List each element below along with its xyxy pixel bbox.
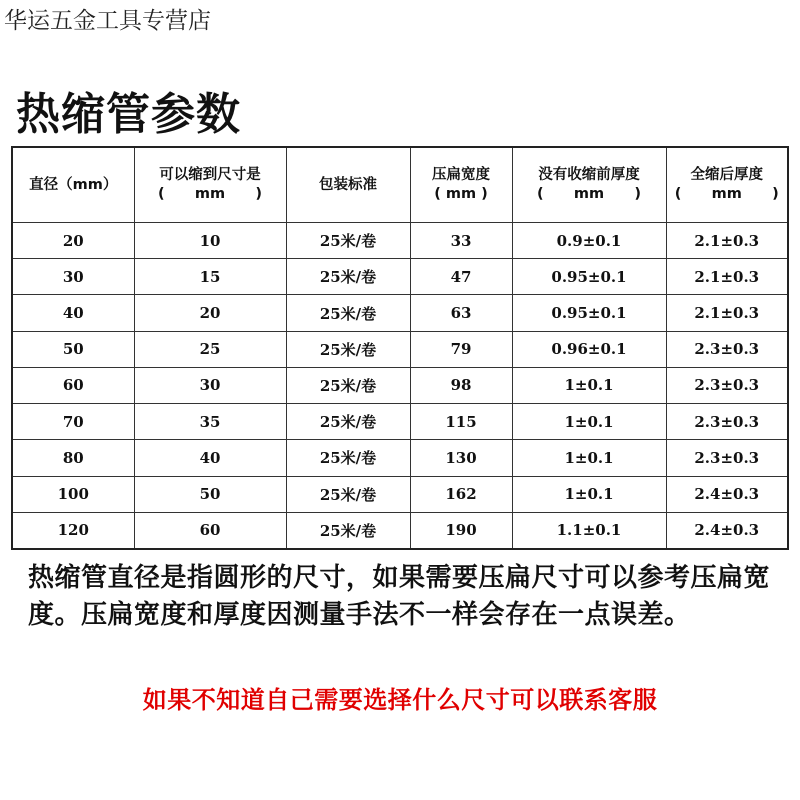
cell-packaging: 25米/卷 [286,331,410,367]
header-packaging [286,147,410,223]
header-thickness-before-unit: ( mm ) [536,186,642,202]
header-flat-width-label: 压扁宽度 [432,167,490,183]
table-row [12,404,788,440]
store-name: 华运五金工具专营店 [4,8,211,34]
page-title: 热缩管参数 [16,89,241,140]
cell-thickness-after: 2.1±0.3 [666,259,788,295]
cell-packaging: 25米/卷 [286,476,410,512]
cell-diameter: 60 [12,367,134,403]
cell-thickness-after: 2.1±0.3 [666,295,788,331]
cell-flat-width: 190 [410,512,512,549]
header-thickness-after-unit: ( mm ) [674,186,779,202]
table-row [12,259,788,295]
header-row [12,147,788,223]
header-thickness-after [666,147,788,223]
cell-thickness-before: 0.96±0.1 [512,331,666,367]
cell-diameter: 120 [12,512,134,549]
cell-thickness-before: 1±0.1 [512,367,666,403]
cell-flat-width: 79 [410,331,512,367]
cell-thickness-before: 1±0.1 [512,404,666,440]
cell-thickness-before: 1±0.1 [512,440,666,476]
cell-packaging: 25米/卷 [286,367,410,403]
header-flat-width-unit: ( mm ) [434,186,488,202]
cell-thickness-after: 2.4±0.3 [666,476,788,512]
header-packaging-label: 包装标准 [319,176,377,193]
cell-flat-width: 130 [410,440,512,476]
cell-flat-width: 33 [410,223,512,259]
cell-shrunk-size: 15 [134,259,286,295]
cell-packaging: 25米/卷 [286,223,410,259]
header-diameter [12,147,134,223]
cell-shrunk-size: 50 [134,476,286,512]
size-note: 热缩管直径是指圆形的尺寸，如果需要压扁尺寸可以参考压扁宽度。压扁宽度和厚度因测量手法不一样会存在一点误差。 [28,563,771,630]
cell-flat-width: 98 [410,367,512,403]
cell-shrunk-size: 35 [134,404,286,440]
spec-table-header [12,147,788,223]
header-thickness-after-label: 全缩后厚度 [690,167,763,183]
header-shrunk-size [134,147,286,223]
cell-shrunk-size: 20 [134,295,286,331]
cell-thickness-before: 0.95±0.1 [512,295,666,331]
cell-flat-width: 115 [410,404,512,440]
cell-shrunk-size: 25 [134,331,286,367]
cell-thickness-after: 2.3±0.3 [666,440,788,476]
cell-diameter: 40 [12,295,134,331]
header-flat-width [410,147,512,223]
cell-diameter: 80 [12,440,134,476]
cell-thickness-before: 0.9±0.1 [512,223,666,259]
cell-shrunk-size: 10 [134,223,286,259]
cell-thickness-before: 0.95±0.1 [512,259,666,295]
table-row [12,295,788,331]
cell-shrunk-size: 30 [134,367,286,403]
header-shrunk-size-label: 可以缩到尺寸是 [159,167,261,183]
table-row [12,476,788,512]
cell-diameter: 30 [12,259,134,295]
cell-thickness-after: 2.3±0.3 [666,331,788,367]
table-row [12,367,788,403]
cell-thickness-after: 2.3±0.3 [666,367,788,403]
table-row [12,440,788,476]
header-diameter-label: 直径（mm） [29,176,118,193]
cell-thickness-after: 2.1±0.3 [666,223,788,259]
cell-diameter: 50 [12,331,134,367]
cell-shrunk-size: 40 [134,440,286,476]
cell-flat-width: 47 [410,259,512,295]
cell-packaging: 25米/卷 [286,259,410,295]
header-thickness-before-label: 没有收缩前厚度 [538,167,640,183]
cell-packaging: 25米/卷 [286,404,410,440]
table-row [12,512,788,549]
cell-thickness-before: 1.1±0.1 [512,512,666,549]
header-thickness-before [512,147,666,223]
cell-diameter: 20 [12,223,134,259]
cell-flat-width: 63 [410,295,512,331]
cell-diameter: 70 [12,404,134,440]
cell-thickness-before: 1±0.1 [512,476,666,512]
spec-table-body [12,223,788,550]
cell-flat-width: 162 [410,476,512,512]
cell-thickness-after: 2.4±0.3 [666,512,788,549]
cell-thickness-after: 2.3±0.3 [666,404,788,440]
cell-packaging: 25米/卷 [286,295,410,331]
cell-diameter: 100 [12,476,134,512]
header-shrunk-size-unit: ( mm ) [157,186,263,202]
cell-shrunk-size: 60 [134,512,286,549]
table-row [12,331,788,367]
table-row [12,223,788,259]
contact-note: 如果不知道自己需要选择什么尺寸可以联系客服 [142,686,658,714]
cell-packaging: 25米/卷 [286,512,410,549]
cell-packaging: 25米/卷 [286,440,410,476]
spec-table [11,146,789,550]
